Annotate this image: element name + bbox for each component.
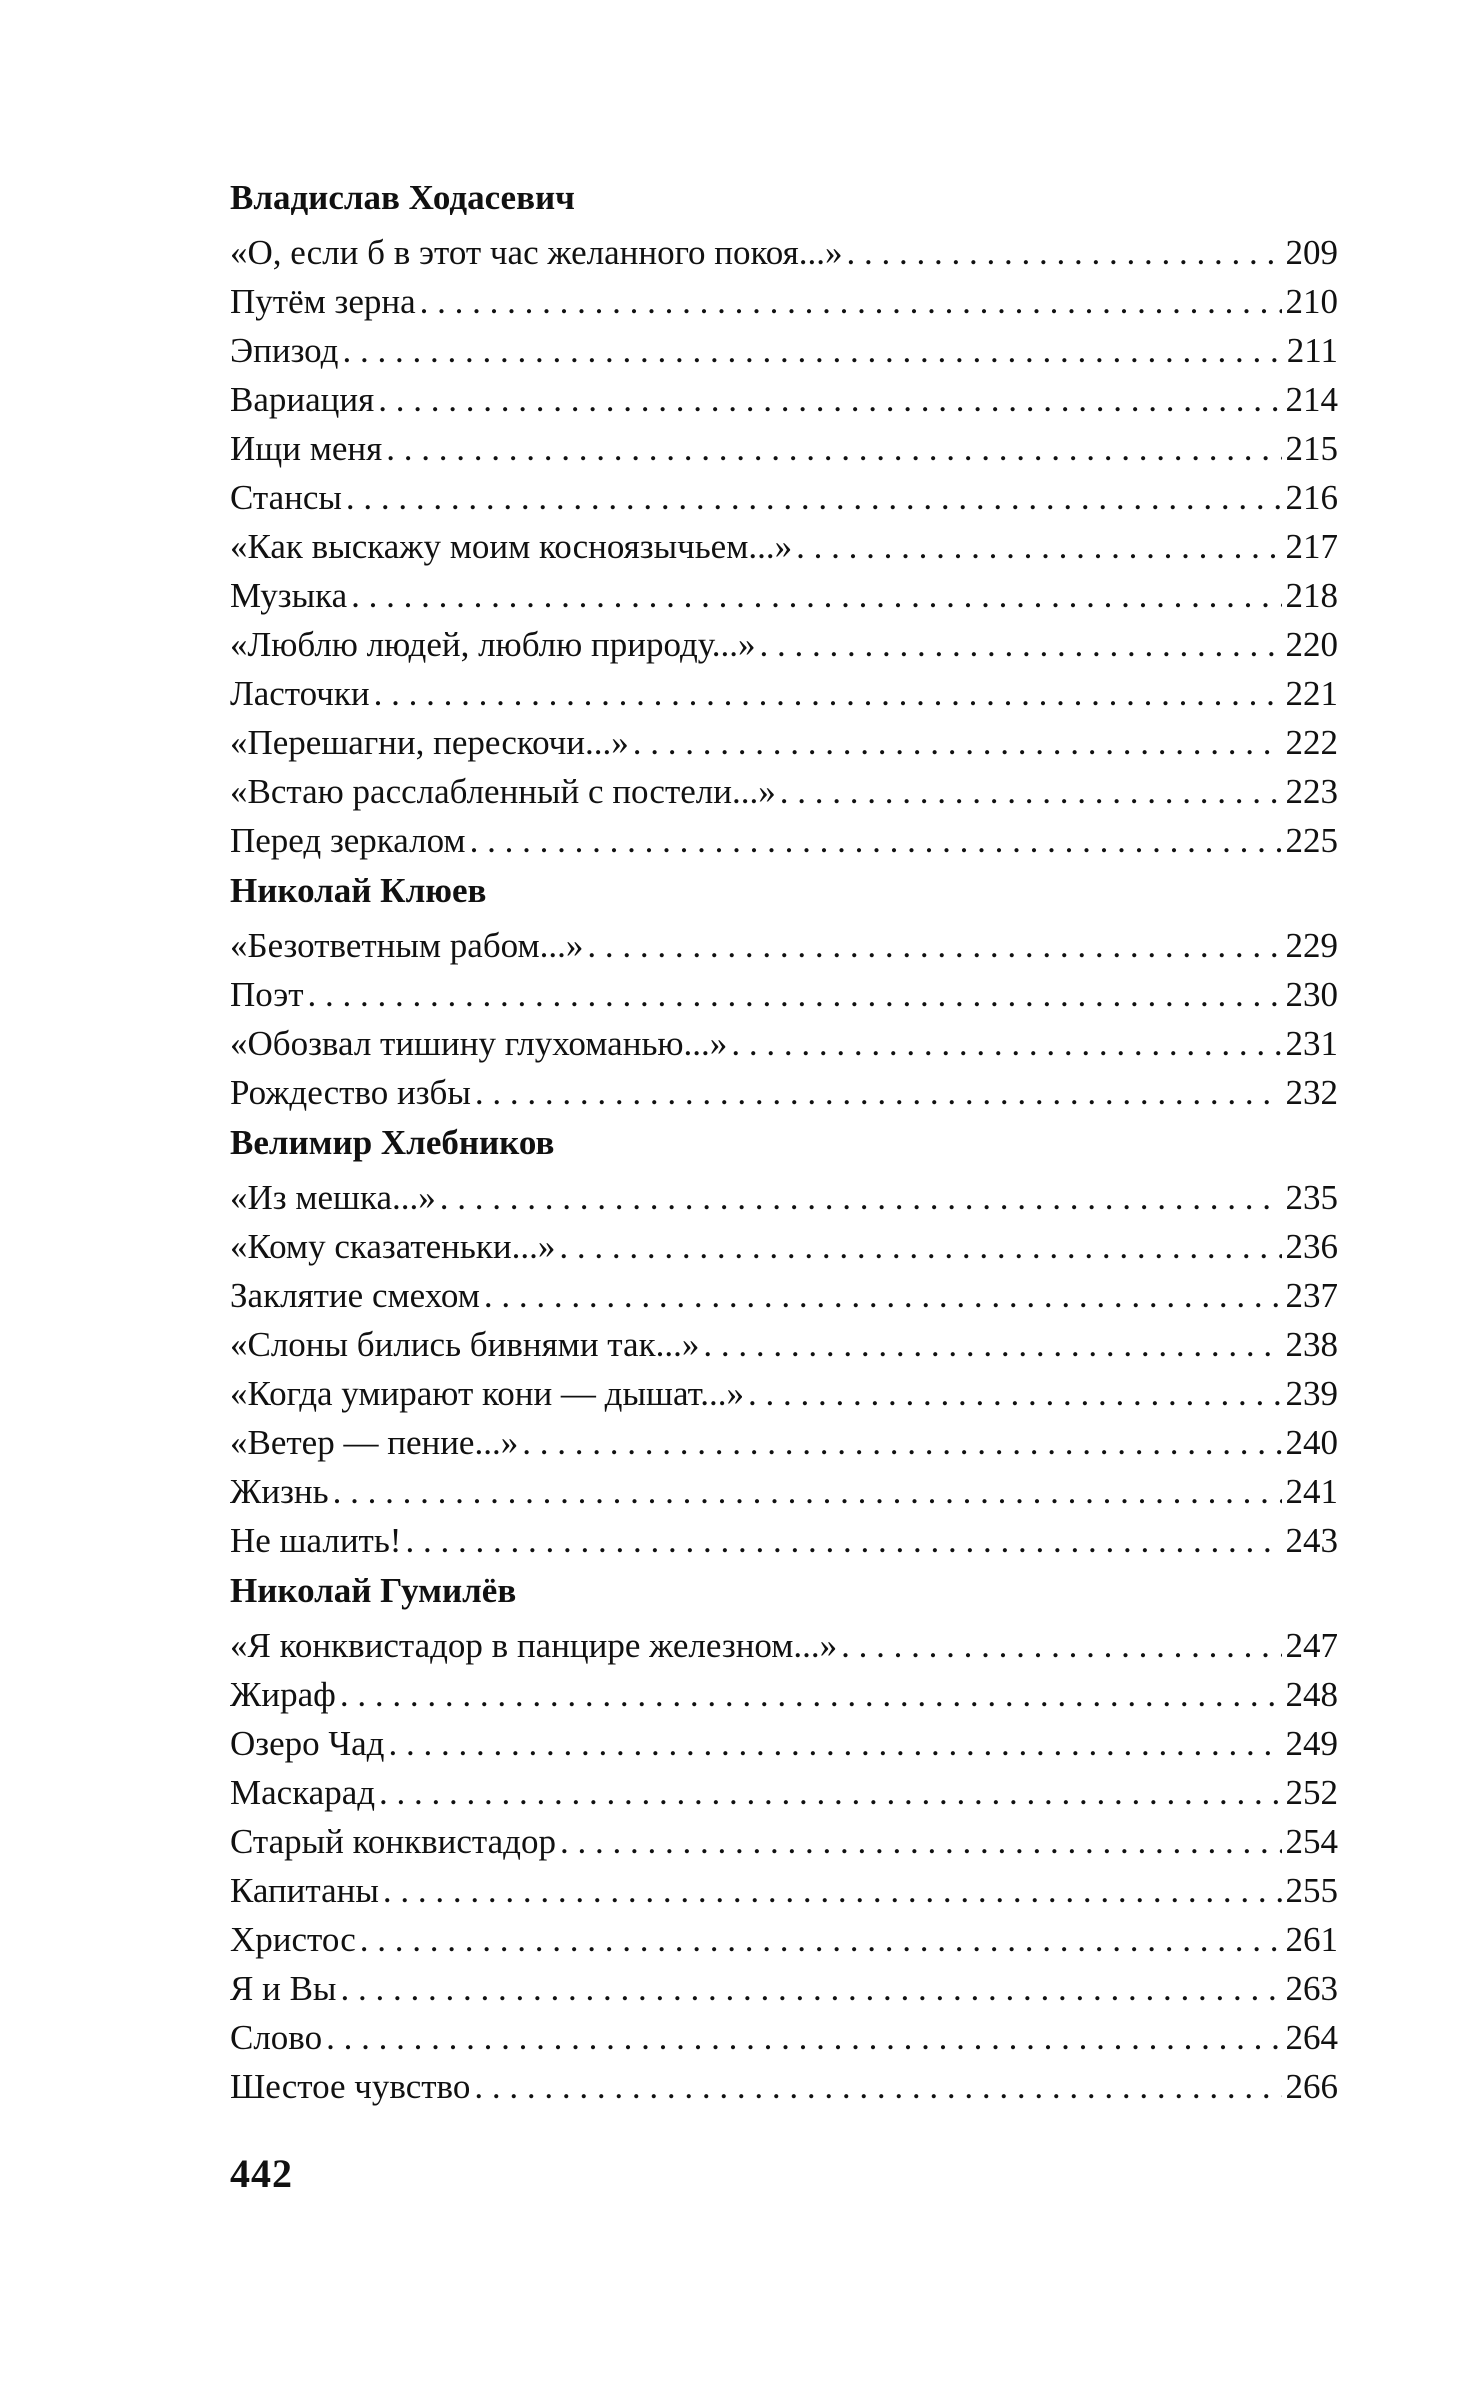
entry-title: Эпизод [230, 331, 339, 370]
dot-leader [522, 1418, 1281, 1467]
dot-leader [346, 473, 1282, 522]
author-heading: Николай Клюев [230, 871, 487, 910]
toc-entry [230, 816, 1338, 865]
entry-page-number: 229 [1285, 926, 1338, 965]
dot-leader [796, 522, 1281, 571]
entry-title: Капитаны [230, 1871, 379, 1910]
dot-leader [343, 326, 1283, 375]
entry-title: Поэт [230, 975, 304, 1014]
entry-title: «Из мешка...» [230, 1178, 436, 1217]
toc-entry [230, 1621, 1338, 1670]
entry-title: «О, если б в этот час желанного покоя...» [230, 233, 843, 272]
entry-title: Жираф [230, 1675, 336, 1714]
entry-title: Стансы [230, 478, 342, 517]
entry-page-number: 216 [1285, 478, 1338, 517]
entry-title: «Люблю людей, люблю природу...» [230, 625, 756, 664]
toc-entry [230, 1915, 1338, 1964]
entry-title: «Как выскажу моим косноязычьем...» [230, 527, 793, 566]
entry-title: Ласточки [230, 674, 370, 713]
entry-page-number: 249 [1285, 1724, 1338, 1763]
toc-entry [230, 522, 1338, 571]
entry-page-number: 222 [1285, 723, 1338, 762]
toc-section [230, 865, 1338, 1117]
toc-entry [230, 1019, 1338, 1068]
entry-page-number: 220 [1285, 625, 1338, 664]
entry-title: «Обозвал тишину глухоманью...» [230, 1024, 728, 1063]
toc-entry [230, 1719, 1338, 1768]
entry-title: Старый конквистадор [230, 1822, 556, 1861]
toc-entry [230, 326, 1338, 375]
toc-entry [230, 1418, 1338, 1467]
dot-leader [379, 1768, 1281, 1817]
dot-leader [846, 228, 1281, 277]
entry-title: Слово [230, 2018, 323, 2057]
dot-leader [386, 424, 1281, 473]
entry-page-number: 232 [1285, 1073, 1338, 1112]
dot-leader [351, 571, 1281, 620]
toc-entry [230, 620, 1338, 669]
author-heading: Владислав Ходасевич [230, 178, 575, 217]
dot-leader [374, 669, 1282, 718]
toc-entry [230, 424, 1338, 473]
toc-entry [230, 2062, 1338, 2111]
dot-leader [841, 1621, 1281, 1670]
toc-entry [230, 1467, 1338, 1516]
toc-entry [230, 1173, 1338, 1222]
entry-page-number: 264 [1285, 2018, 1338, 2057]
entry-title: Путём зерна [230, 282, 416, 321]
entry-page-number: 215 [1285, 429, 1338, 468]
toc-entry [230, 1817, 1338, 1866]
toc-entry [230, 375, 1338, 424]
entry-page-number: 217 [1285, 527, 1338, 566]
toc-entry [230, 571, 1338, 620]
entry-page-number: 218 [1285, 576, 1338, 615]
entry-title: Вариация [230, 380, 375, 419]
dot-leader [383, 1866, 1282, 1915]
entry-title: «Перешагни, перескочи...» [230, 723, 629, 762]
entry-page-number: 240 [1285, 1423, 1338, 1462]
dot-leader [633, 718, 1282, 767]
toc-entry [230, 1964, 1338, 2013]
entry-title: «Безответным рабом...» [230, 926, 584, 965]
entry-title: Заклятие смехом [230, 1276, 480, 1315]
toc-entry [230, 669, 1338, 718]
entry-title: «Кому сказатеньки...» [230, 1227, 556, 1266]
dot-leader [731, 1019, 1281, 1068]
dot-leader [326, 2013, 1281, 2062]
entry-page-number: 254 [1285, 1822, 1338, 1861]
entry-page-number: 211 [1286, 331, 1338, 370]
dot-leader [484, 1271, 1282, 1320]
entry-page-number: 247 [1285, 1626, 1338, 1665]
entry-title: Перед зеркалом [230, 821, 466, 860]
entry-page-number: 236 [1285, 1227, 1338, 1266]
dot-leader [560, 1817, 1282, 1866]
entry-title: Не шалить! [230, 1521, 402, 1560]
entry-page-number: 238 [1285, 1325, 1338, 1364]
toc-entry [230, 1068, 1338, 1117]
entry-page-number: 263 [1285, 1969, 1338, 2008]
dot-leader [559, 1222, 1281, 1271]
dot-leader [340, 1964, 1281, 2013]
table-of-contents [230, 172, 1338, 2111]
entry-title: Жизнь [230, 1472, 329, 1511]
entry-page-number: 237 [1285, 1276, 1338, 1315]
dot-leader [587, 921, 1281, 970]
dot-leader [308, 970, 1282, 1019]
author-heading: Велимир Хлебников [230, 1123, 555, 1162]
toc-entry [230, 2013, 1338, 2062]
entry-title: Христос [230, 1920, 356, 1959]
entry-title: Рождество избы [230, 1073, 471, 1112]
entry-title: «Я конквистадор в панцире железном...» [230, 1626, 838, 1665]
entry-page-number: 243 [1285, 1521, 1338, 1560]
dot-leader [420, 277, 1282, 326]
entry-page-number: 248 [1285, 1675, 1338, 1714]
entry-title: Маскарад [230, 1773, 376, 1812]
entry-page-number: 252 [1285, 1773, 1338, 1812]
dot-leader [340, 1670, 1282, 1719]
toc-entry [230, 473, 1338, 522]
toc-entry [230, 921, 1338, 970]
entry-page-number: 214 [1285, 380, 1338, 419]
toc-entry [230, 1866, 1338, 1915]
entry-title: «Слоны бились бивнями так...» [230, 1325, 700, 1364]
toc-entry [230, 767, 1338, 816]
entry-page-number: 210 [1285, 282, 1338, 321]
entry-title: Шестое чувство [230, 2067, 471, 2106]
entry-title: «Встаю расслабленный с постели...» [230, 772, 776, 811]
entry-title: Озеро Чад [230, 1724, 385, 1763]
dot-leader [378, 375, 1281, 424]
dot-leader [440, 1173, 1282, 1222]
dot-leader [760, 620, 1282, 669]
entry-title: Музыка [230, 576, 348, 615]
toc-entry [230, 277, 1338, 326]
dot-leader [703, 1320, 1281, 1369]
entry-page-number: 231 [1285, 1024, 1338, 1063]
dot-leader [405, 1516, 1281, 1565]
entry-title: Я и Вы [230, 1969, 337, 2008]
entry-title: Ищи меня [230, 429, 383, 468]
dot-leader [470, 816, 1282, 865]
dot-leader [748, 1369, 1282, 1418]
toc-entry [230, 1768, 1338, 1817]
toc-section [230, 1565, 1338, 2111]
entry-page-number: 266 [1285, 2067, 1338, 2106]
entry-title: «Ветер — пение...» [230, 1423, 519, 1462]
entry-page-number: 261 [1285, 1920, 1338, 1959]
entry-page-number: 209 [1285, 233, 1338, 272]
toc-entry [230, 1271, 1338, 1320]
toc-section [230, 172, 1338, 865]
toc-entry [230, 718, 1338, 767]
entry-page-number: 241 [1285, 1472, 1338, 1511]
toc-entry [230, 1670, 1338, 1719]
entry-page-number: 255 [1285, 1871, 1338, 1910]
toc-entry [230, 228, 1338, 277]
entry-page-number: 225 [1285, 821, 1338, 860]
author-heading: Николай Гумилёв [230, 1571, 517, 1610]
dot-leader [388, 1719, 1281, 1768]
entry-page-number: 223 [1285, 772, 1338, 811]
entry-page-number: 221 [1285, 674, 1338, 713]
toc-section [230, 1117, 1338, 1565]
toc-entry [230, 970, 1338, 1019]
entry-title: «Когда умирают кони — дышат...» [230, 1374, 744, 1413]
dot-leader [333, 1467, 1282, 1516]
dot-leader [780, 767, 1282, 816]
page-number: 442 [230, 2151, 293, 2196]
dot-leader [475, 1068, 1282, 1117]
dot-leader [360, 1915, 1282, 1964]
toc-entry [230, 1222, 1338, 1271]
toc-entry [230, 1320, 1338, 1369]
entry-page-number: 239 [1285, 1374, 1338, 1413]
entry-page-number: 230 [1285, 975, 1338, 1014]
toc-entry [230, 1516, 1338, 1565]
entry-page-number: 235 [1285, 1178, 1338, 1217]
dot-leader [474, 2062, 1281, 2111]
toc-entry [230, 1369, 1338, 1418]
